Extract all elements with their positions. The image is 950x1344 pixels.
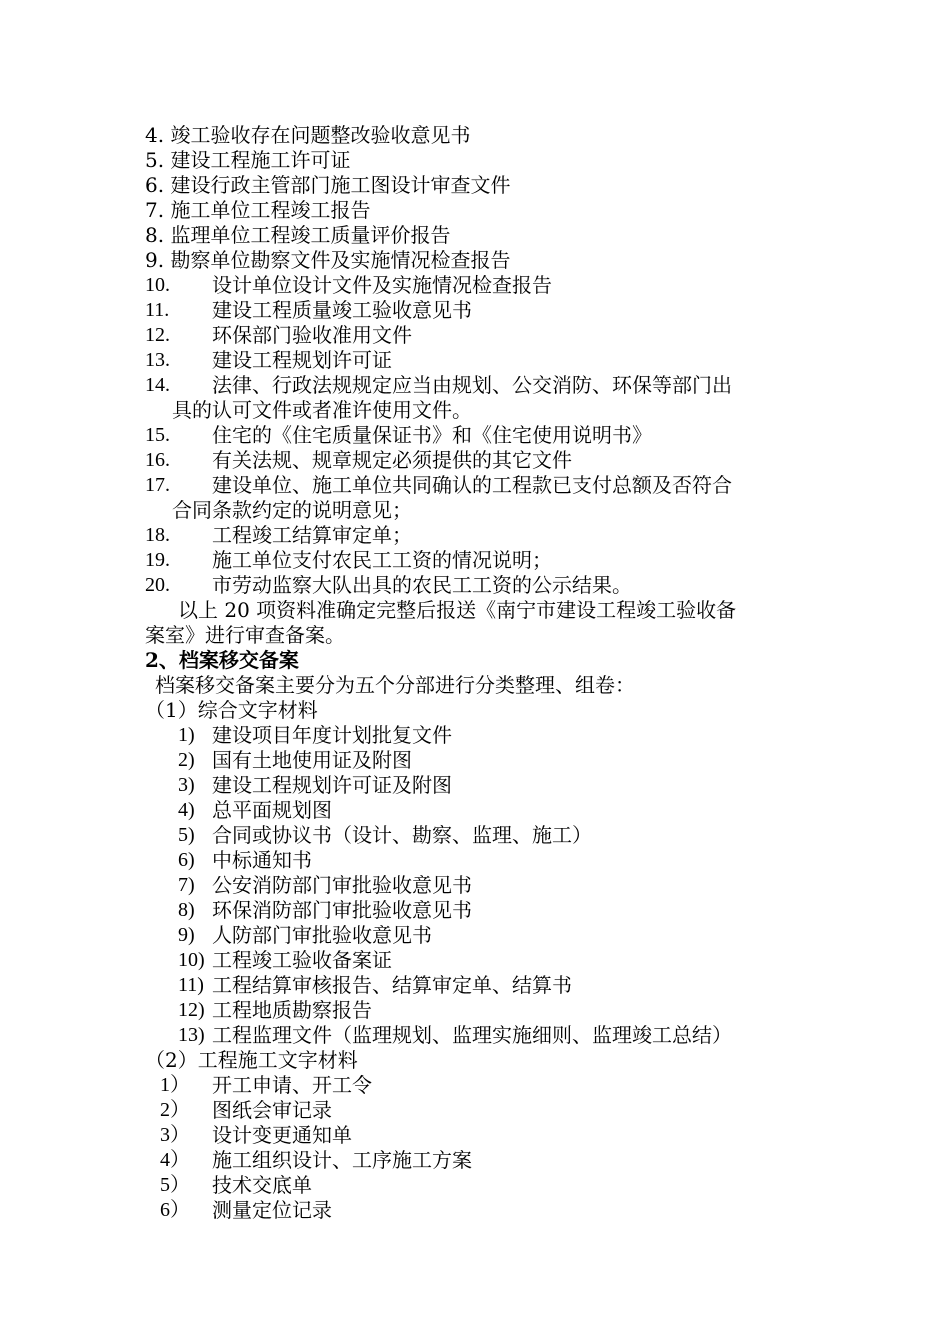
item-number: 5） [160,1174,190,1196]
item-number: 8) [178,899,195,921]
item-number: 14. [145,374,170,396]
section-heading: 2、档案移交备案 [145,648,299,672]
item-text: 市劳动监察大队出具的农民工工资的公示结果。 [212,573,632,597]
item-text: 图纸会审记录 [212,1098,332,1122]
item-number: 2) [178,749,195,771]
item-number: 4） [160,1149,190,1171]
item-text: 总平面规划图 [212,798,332,822]
item-text: 设计变更通知单 [212,1123,352,1147]
item-text: 技术交底单 [212,1173,312,1197]
item-number: 13) [178,1024,205,1046]
item-number: 17. [145,474,170,496]
item-text: 竣工验收存在问题整改验收意见书 [170,123,471,147]
list-item [145,148,350,173]
item-number: 3) [178,774,195,796]
item-text: 测量定位记录 [212,1198,332,1222]
list-item [145,248,510,273]
item-text: 建设工程规划许可证 [212,348,392,372]
group-title: （2）工程施工文字材料 [145,1048,358,1072]
item-number: 18. [145,524,170,546]
item-text: 建设项目年度计划批复文件 [212,723,452,747]
item-text: 勘察单位勘察文件及实施情况检查报告 [170,248,511,272]
item-number: 12) [178,999,205,1021]
item-number: 8. [145,223,165,247]
item-number: 2） [160,1099,190,1121]
item-number: 11) [178,974,204,996]
item-text: 建设行政主管部门施工图设计审查文件 [170,173,511,197]
list-item [145,223,450,248]
item-text: 开工申请、开工令 [212,1073,372,1097]
item-text: 建设工程质量竣工验收意见书 [212,298,472,322]
item-text-continuation: 合同条款约定的说明意见； [172,498,412,522]
group-title: （1）综合文字材料 [145,698,318,722]
item-text: 监理单位工程竣工质量评价报告 [170,223,451,247]
item-text: 施工单位支付农民工工资的情况说明； [212,548,552,572]
item-number: 5) [178,824,195,846]
item-number: 1） [160,1074,190,1096]
item-number: 7) [178,874,195,896]
item-text: 法律、行政法规规定应当由规划、公交消防、环保等部门出 [212,373,732,397]
item-text: 设计单位设计文件及实施情况检查报告 [212,273,552,297]
item-text: 有关法规、规章规定必须提供的其它文件 [212,448,572,472]
item-number: 11. [145,299,170,321]
item-text: 中标通知书 [212,848,312,872]
item-number: 4) [178,799,195,821]
item-number: 13. [145,349,170,371]
item-number: 4. [145,123,165,147]
item-text-continuation: 具的认可文件或者准许使用文件。 [172,398,472,422]
item-text: 施工单位工程竣工报告 [170,198,371,222]
item-text: 建设单位、施工单位共同确认的工程款已支付总额及否符合 [212,473,732,497]
item-text: 环保消防部门审批验收意见书 [212,898,472,922]
item-number: 3） [160,1124,190,1146]
item-number: 6) [178,849,195,871]
item-number: 9) [178,924,195,946]
item-number: 10) [178,949,205,971]
item-number: 15. [145,424,170,446]
item-text: 人防部门审批验收意见书 [212,923,432,947]
list-item [145,123,470,148]
item-text: 建设工程施工许可证 [170,148,351,172]
item-number: 16. [145,449,170,471]
item-text: 环保部门验收准用文件 [212,323,412,347]
item-number: 7. [145,198,165,222]
section-intro: 档案移交备案主要分为五个分部进行分类整理、组卷： [155,673,635,697]
item-text: 国有土地使用证及附图 [212,748,412,772]
item-text: 建设工程规划许可证及附图 [212,773,452,797]
item-text: 工程地质勘察报告 [212,998,372,1022]
item-text: 工程竣工验收备案证 [212,948,392,972]
summary-line-2: 案室》进行审查备案。 [145,623,345,647]
item-number: 6. [145,173,165,197]
summary-line-1: 以上 20 项资料准确定完整后报送《南宁市建设工程竣工验收备 [178,598,737,622]
item-number: 9. [145,248,165,272]
item-number: 5. [145,148,165,172]
item-text: 合同或协议书（设计、勘察、监理、施工） [212,823,592,847]
item-number: 10. [145,274,170,296]
item-number: 19. [145,549,170,571]
item-number: 1) [178,724,195,746]
item-text: 工程监理文件（监理规划、监理实施细则、监理竣工总结） [212,1023,732,1047]
item-text: 工程竣工结算审定单； [212,523,412,547]
item-text: 施工组织设计、工序施工方案 [212,1148,472,1172]
list-item [145,173,510,198]
item-number: 6） [160,1199,190,1221]
item-number: 12. [145,324,170,346]
item-text: 住宅的《住宅质量保证书》和《住宅使用说明书》 [212,423,652,447]
item-text: 工程结算审核报告、结算审定单、结算书 [212,973,572,997]
item-text: 公安消防部门审批验收意见书 [212,873,472,897]
list-item [145,198,370,223]
item-number: 20. [145,574,170,596]
